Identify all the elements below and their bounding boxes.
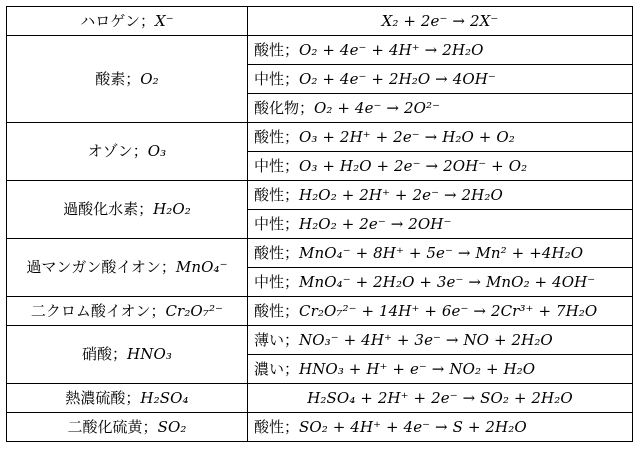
substance-name: オゾン；	[87, 142, 148, 160]
substance-cell	[7, 297, 248, 326]
reaction-equation: H₂SO₄ + 2H⁺ + 2e⁻ → SO₂ + 2H₂O	[307, 388, 573, 407]
condition-label: 酸性；	[254, 243, 300, 262]
substance-formula: Cr₂O₇²⁻	[165, 301, 224, 320]
reaction-cell	[248, 152, 633, 181]
substance-formula: H₂SO₄	[140, 388, 189, 407]
condition-label: 中性；	[254, 69, 300, 88]
reaction-equation: O₂ + 4e⁻ → 2O²⁻	[314, 98, 441, 117]
reaction-cell	[248, 413, 633, 442]
reaction-cell	[248, 297, 633, 326]
reaction-equation: H₂O₂ + 2H⁺ + 2e⁻ → 2H₂O	[299, 185, 503, 204]
substance-cell	[7, 7, 248, 36]
reaction-cell	[248, 268, 633, 297]
reaction-equation: H₂O₂ + 2e⁻ → 2OH⁻	[299, 214, 452, 233]
table-row	[7, 326, 633, 355]
substance-formula: X⁻	[154, 11, 174, 30]
reaction-cell	[248, 326, 633, 355]
reaction-equation: NO₃⁻ + 4H⁺ + 3e⁻ → NO + 2H₂O	[299, 330, 553, 349]
condition-label: 中性；	[254, 272, 300, 291]
table-row	[7, 384, 633, 413]
reaction-equation: MnO₄⁻ + 2H₂O + 3e⁻ → MnO₂ + 4OH⁻	[299, 272, 596, 291]
substance-name: ハロゲン；	[80, 11, 155, 30]
condition-label: 濃い；	[254, 359, 300, 378]
reaction-cell	[248, 7, 633, 36]
reaction-cell	[248, 94, 633, 123]
table-body	[7, 7, 633, 442]
substance-cell	[7, 123, 248, 181]
condition-label: 中性；	[254, 214, 300, 233]
reaction-cell	[248, 36, 633, 65]
reaction-cell	[248, 384, 633, 413]
substance-cell	[7, 384, 248, 413]
condition-label: 中性；	[254, 156, 300, 175]
reaction-cell	[248, 65, 633, 94]
reaction-cell	[248, 355, 633, 384]
reaction-equation: Cr₂O₇²⁻ + 14H⁺ + 6e⁻ → 2Cr³⁺ + 7H₂O	[299, 301, 598, 320]
substance-formula: O₂	[140, 69, 159, 88]
table-row	[7, 413, 633, 442]
substance-name: 酸素；	[95, 69, 141, 88]
substance-cell	[7, 326, 248, 384]
substance-formula: MnO₄⁻	[175, 258, 228, 276]
oxidizer-reaction-table	[6, 6, 633, 442]
substance-cell	[7, 413, 248, 442]
reaction-equation: X₂ + 2e⁻ → 2X⁻	[381, 11, 499, 30]
substance-name: 二酸化硫黄；	[67, 417, 158, 436]
reaction-equation: O₂ + 4e⁻ + 4H⁺ → 2H₂O	[299, 40, 484, 59]
table-row	[7, 239, 633, 268]
reaction-equation: MnO₄⁻ + 8H⁺ + 5e⁻ → Mn² + +4H₂O	[299, 243, 584, 262]
reaction-equation: O₃ + H₂O + 2e⁻ → 2OH⁻ + O₂	[299, 156, 528, 175]
substance-formula: HNO₃	[127, 345, 172, 363]
condition-label: 酸性；	[254, 185, 300, 204]
reaction-cell	[248, 181, 633, 210]
table-row	[7, 36, 633, 65]
substance-cell	[7, 181, 248, 239]
reaction-cell	[248, 239, 633, 268]
table-row	[7, 181, 633, 210]
condition-label: 酸化物；	[254, 98, 315, 117]
condition-label: 薄い；	[254, 330, 300, 349]
reaction-equation: O₂ + 4e⁻ + 2H₂O → 4OH⁻	[299, 69, 496, 88]
reaction-cell	[248, 123, 633, 152]
substance-cell	[7, 239, 248, 297]
substance-name: 過マンガン酸イオン；	[26, 258, 176, 276]
substance-name: 硝酸；	[82, 345, 128, 363]
substance-formula: SO₂	[157, 417, 187, 436]
condition-label: 酸性；	[254, 301, 300, 320]
reaction-cell	[248, 210, 633, 239]
substance-name: 熱濃硫酸；	[65, 388, 141, 407]
reaction-equation: HNO₃ + H⁺ + e⁻ → NO₂ + H₂O	[299, 359, 536, 378]
substance-cell	[7, 36, 248, 123]
substance-formula: H₂O₂	[153, 200, 191, 218]
condition-label: 酸性；	[254, 40, 300, 59]
table-row	[7, 7, 633, 36]
condition-label: 酸性；	[254, 417, 300, 436]
reaction-equation: SO₂ + 4H⁺ + 4e⁻ → S + 2H₂O	[299, 417, 527, 436]
reaction-equation: O₃ + 2H⁺ + 2e⁻ → H₂O + O₂	[299, 127, 515, 146]
substance-name: 二クロム酸イオン；	[30, 301, 166, 320]
substance-formula: O₃	[147, 142, 167, 160]
table-row	[7, 123, 633, 152]
substance-name: 過酸化水素；	[63, 200, 154, 218]
table-row	[7, 297, 633, 326]
condition-label: 酸性；	[254, 127, 300, 146]
